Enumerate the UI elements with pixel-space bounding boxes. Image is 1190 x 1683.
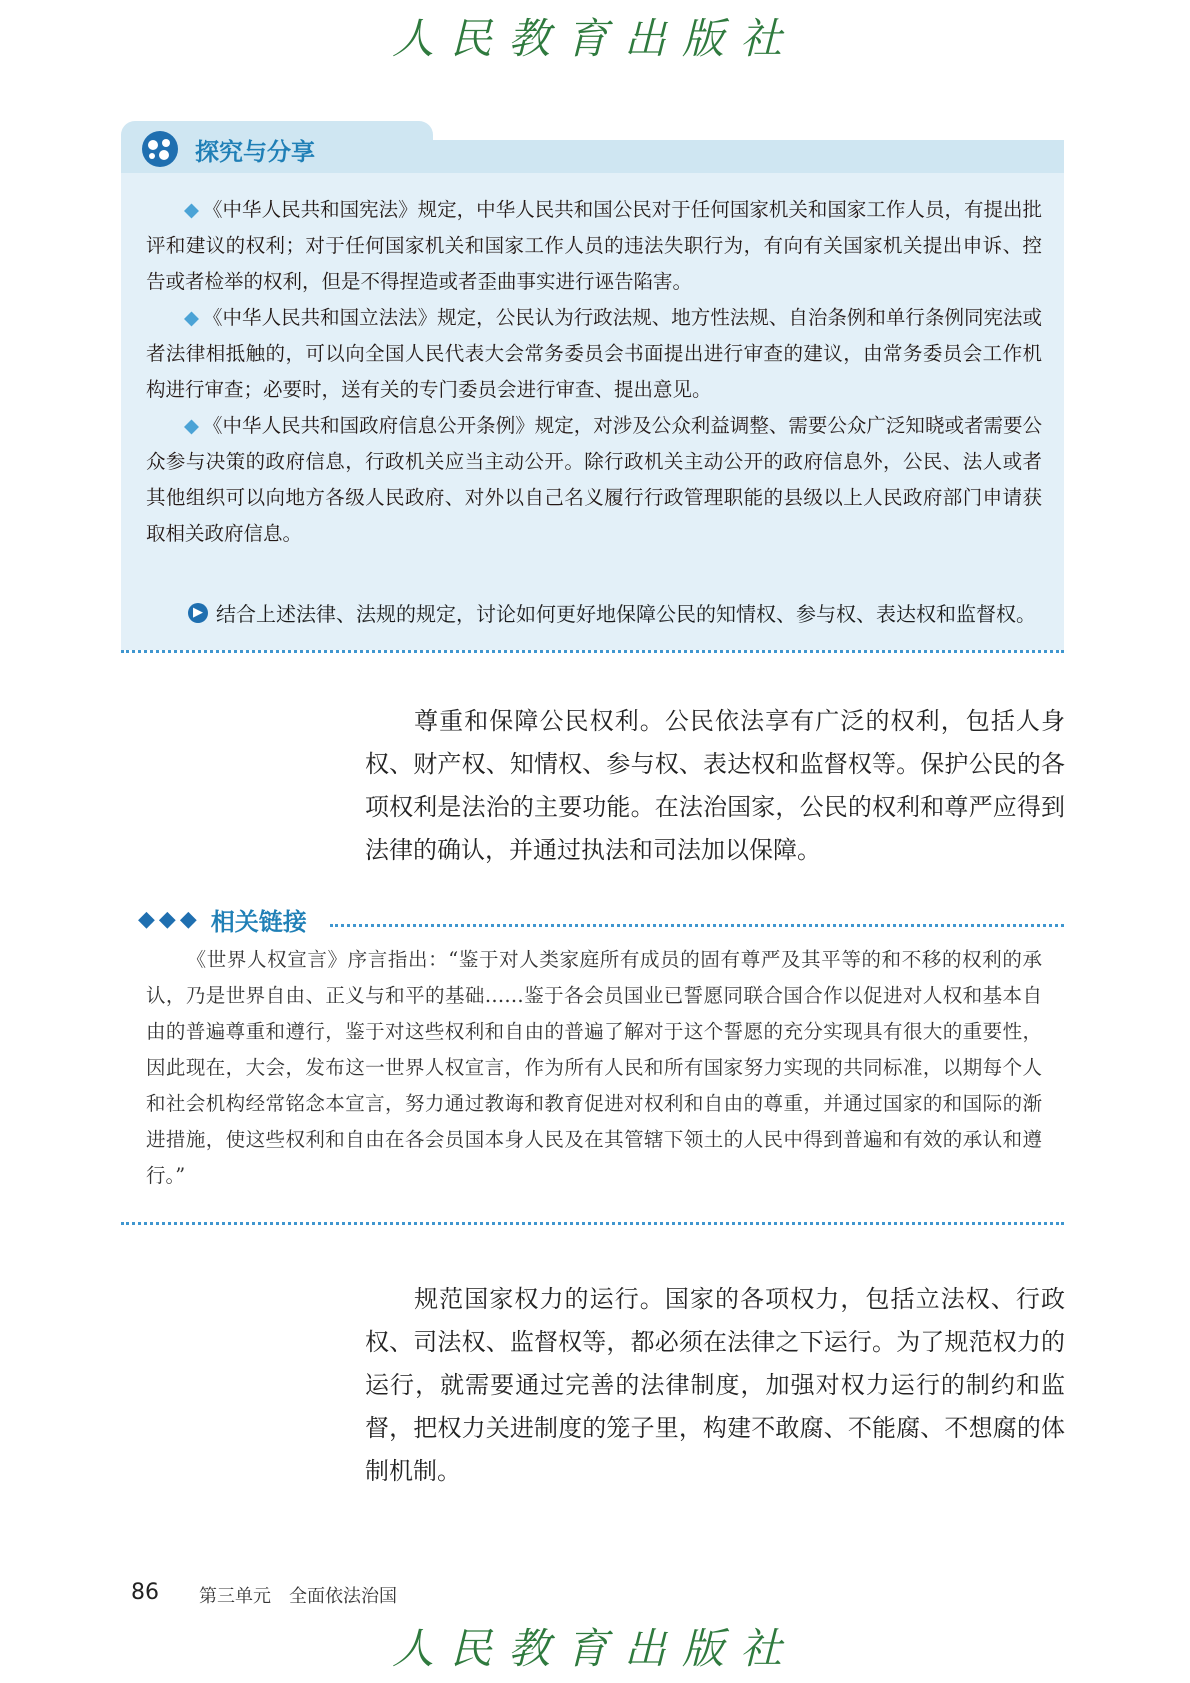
explore-title: 探究与分享: [195, 138, 315, 166]
page-number: 86: [131, 1580, 159, 1605]
related-dotted-rule: [330, 924, 1064, 927]
arrow-right-icon: ▶: [188, 603, 208, 623]
publisher-logo-footer: 人民教育出版社: [391, 1624, 798, 1673]
related-links-header: ◆◆◆ 相关链接: [138, 907, 307, 936]
explore-paragraph-3: ◆ 《中华人民共和国政府信息公开条例》规定，对涉及公众利益调整、需要公众广泛知晓或者需要公众参与决策的政府信息，行政机关应当主动公开。除行政机关主动公开的政府信息外，公民、法人或者其他组织可以向地方各级人民政府、对外以自己名义履行行政管理职能的县级以上人民政府部门申请获取相关政府信息。: [146, 414, 1042, 545]
bullet-diamond-icon: ◆: [184, 414, 200, 437]
explore-paragraph-1: ◆ 《中华人民共和国宪法》规定，中华人民共和国公民对于任何国家机关和国家工作人员，有提出批评和建议的权利；对于任何国家机关和国家工作人员的违法失职行为，有向有关国家机关提出申诉、控告或者检举的权利，但是不得捏造或者歪曲事实进行诬告陷害。: [146, 198, 1042, 293]
body-paragraph-1: 尊重和保障公民权利。公民依法享有广泛的权利，包括人身权、财产权、知情权、参与权、表达权和监督权等。保护公民的各项权利是法治的主要功能。在法治国家，公民的权利和尊严应得到法律的确认，并通过执法和司法加以保障。: [365, 707, 1065, 864]
explore-icon: [140, 129, 180, 169]
explore-paragraph-2: ◆ 《中华人民共和国立法法》规定，公民认为行政法规、地方性法规、自治条例和单行条例同宪法或者法律相抵触的，可以向全国人民代表大会常务委员会书面提出进行审查的建议，由常务委员会工作机构进行审查；必要时，送有关的专门委员会进行审查、提出意见。: [146, 306, 1042, 401]
unit-title: 第三单元 全面依法治国: [199, 1586, 397, 1607]
bullet-diamond-icon: ◆: [184, 306, 200, 329]
bullet-diamond-icon: ◆: [184, 198, 200, 221]
related-links-text: 《世界人权宣言》序言指出：“鉴于对人类家庭所有成员的固有尊严及其平等的和不移的权利的承认，乃是世界自由、正义与和平的基础……鉴于各会员国业已誓愿同联合国合作以促进对人权和基本自由的普遍尊重和遵行，鉴于对这些权利和自由的普遍了解对于这个誓愿的充分实现具有很大的重要性，因此现在，大会，发布这一世界人权宣言，作为所有人民和所有国家努力实现的共同标准，以期每个人和社会机构经常铭念本宣言，努力通过教诲和教育促进对权利和自由的尊重，并通过国家的和国际的渐进措施，使这些权利和自由在各会员国本身人民及在其管辖下领土的人民中得到普遍和有效的承认和遵行。”: [146, 948, 1042, 1187]
discussion-question: ▶ 结合上述法律、法规的规定，讨论如何更好地保障公民的知情权、参与权、表达权和监督权。: [188, 598, 1036, 627]
body-paragraph-2: 规范国家权力的运行。国家的各项权力，包括立法权、行政权、司法权、监督权等，都必须在法律之下运行。为了规范权力的运行，就需要通过完善的法律制度，加强对权力运行的制约和监督，把权力关进制度的笼子里，构建不敢腐、不能腐、不想腐的体制机制。: [365, 1285, 1065, 1485]
publisher-logo: 人民教育出版社: [391, 14, 798, 63]
explore-divider: [121, 650, 1064, 653]
related-divider: [121, 1222, 1064, 1225]
diamonds-icon: ◆◆◆: [138, 907, 201, 932]
